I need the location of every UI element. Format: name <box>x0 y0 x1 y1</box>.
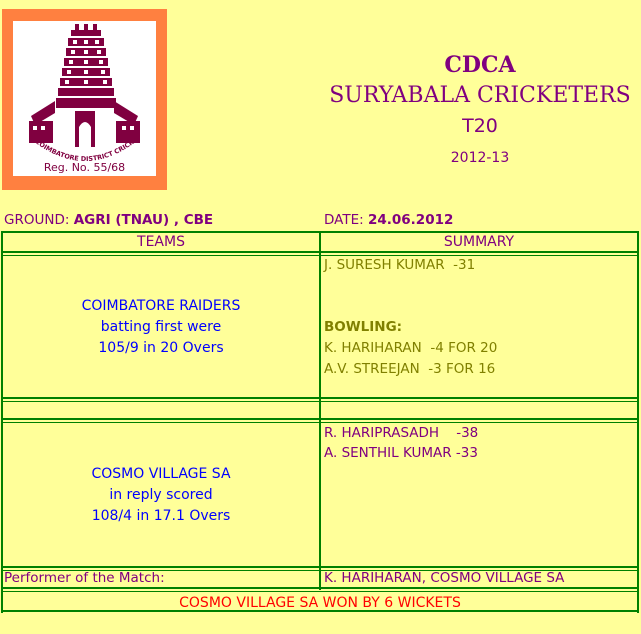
registration-number: Reg. No. 55/68 <box>43 161 126 174</box>
table-rule <box>1 418 639 420</box>
table-column-divider <box>319 231 321 590</box>
table-rule <box>1 231 639 233</box>
date-value: 24.06.2012 <box>367 212 454 228</box>
date-label: DATE: <box>324 212 364 228</box>
team1-description: batting first were <box>100 319 222 335</box>
table-rule <box>1 587 639 589</box>
table-rule <box>1 397 639 399</box>
column-header-summary: SUMMARY <box>443 234 515 250</box>
association-logo <box>13 21 156 176</box>
column-header-teams: TEAMS <box>137 234 185 250</box>
team1-top-bowler-2: A.V. STREEJAN -3 FOR 16 <box>324 361 496 377</box>
team1-top-batsman: J. SURESH KUMAR -31 <box>324 257 476 273</box>
club-title: SURYABALA CRICKETERS <box>329 83 631 108</box>
match-format: T20 <box>462 115 498 137</box>
temple-gopuram-icon <box>13 21 156 176</box>
table-rule <box>1 566 639 568</box>
table-rule <box>1 591 639 592</box>
team1-score: 105/9 in 20 Overs <box>98 340 224 356</box>
table-rule <box>1 255 639 256</box>
team2-top-batsman-1: R. HARIPRASADH -38 <box>324 425 479 441</box>
match-result: COSMO VILLAGE SA WON BY 6 WICKETS <box>179 595 461 611</box>
performer-value: K. HARIHARAN, COSMO VILLAGE SA <box>324 570 565 586</box>
team2-top-batsman-2: A. SENTHIL KUMAR -33 <box>324 445 478 461</box>
ground-value: AGRI (TNAU) , CBE <box>73 212 214 228</box>
table-rule <box>1 401 639 402</box>
logo-frame <box>2 9 167 190</box>
team1-top-bowler-1: K. HARIHARAN -4 FOR 20 <box>324 340 498 356</box>
org-title: CDCA <box>444 52 516 78</box>
table-rule <box>1 422 639 423</box>
association-name-text: COIMBATORE DISTRICT CRICKE <box>33 135 140 164</box>
performer-label: Performer of the Match: <box>4 570 165 586</box>
team2-name: COSMO VILLAGE SA <box>91 466 231 482</box>
date-row <box>324 212 453 228</box>
bowling-heading: BOWLING: <box>324 319 403 335</box>
ground-row <box>4 212 213 228</box>
team2-block <box>3 464 319 527</box>
team2-description: in reply scored <box>109 487 213 503</box>
table-rule <box>1 251 639 253</box>
team1-name: COIMBATORE RAIDERS <box>81 298 241 314</box>
ground-label: GROUND: <box>4 212 70 228</box>
season: 2012-13 <box>450 150 510 166</box>
team2-score: 108/4 in 17.1 Overs <box>91 508 231 524</box>
team1-block <box>3 296 319 359</box>
